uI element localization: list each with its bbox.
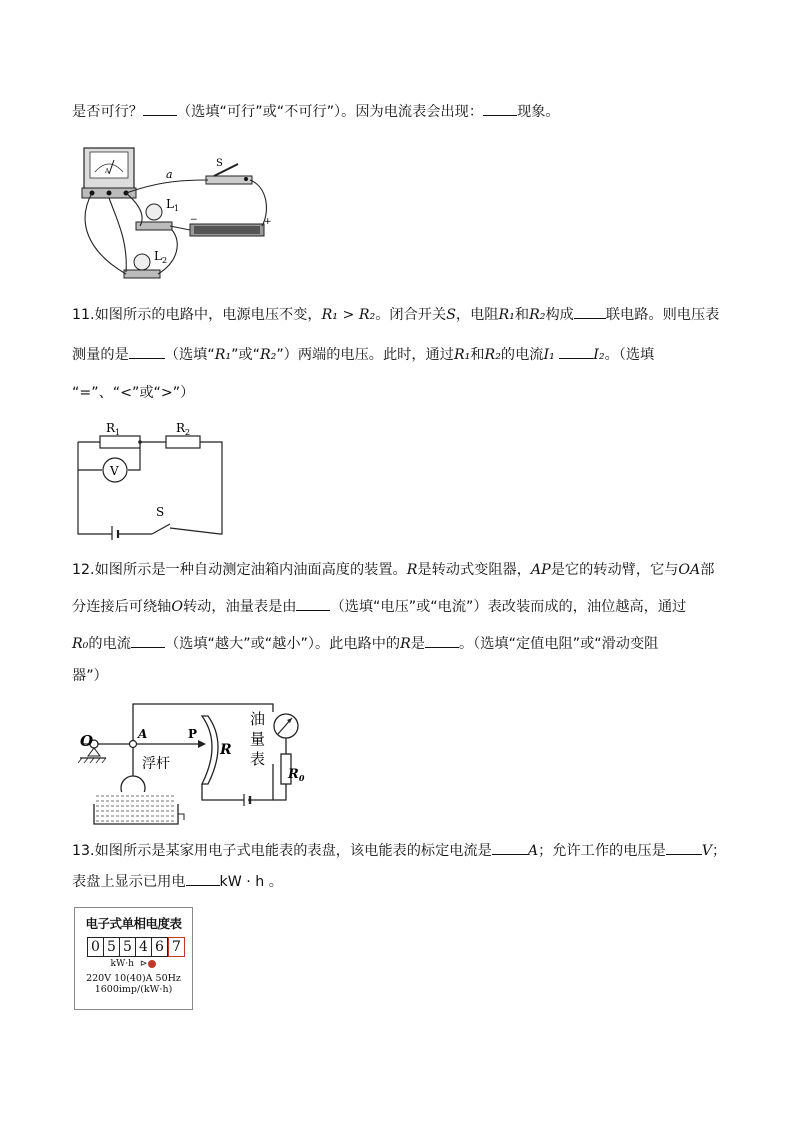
q11-circuit-figure [70, 420, 230, 540]
q12-oa: OA [678, 562, 701, 578]
q11-r2: R₂ [529, 307, 546, 323]
q11-opt-r2: R₂ [259, 347, 277, 363]
q11-line-1 [72, 305, 719, 325]
q11-line-3 [72, 383, 194, 403]
q13-blank-2[interactable] [666, 854, 702, 855]
q11-r1: R₁ [498, 307, 515, 323]
q10-text-a: 是否可行？ [72, 104, 143, 120]
q11-blank-1[interactable] [574, 318, 606, 319]
q11-opt-r1: R₁ [214, 347, 232, 363]
q13-unit-v: V [701, 843, 713, 859]
q12-blank-2[interactable] [131, 647, 165, 648]
meter-unit: kW·h [110, 959, 134, 969]
r1-label: $R_1$ [106, 421, 121, 437]
q11-switch-s: S [446, 307, 456, 323]
meter-spec-2: 1600imp/(kW·h) [94, 984, 173, 995]
q12-oil-gauge-figure [78, 700, 318, 832]
q10-blank-2[interactable] [483, 115, 517, 116]
q13-text-e: kW · h 。 [219, 874, 283, 890]
q12-text-j: 是 [410, 636, 425, 652]
q13-blank-3[interactable] [186, 885, 220, 886]
q11-text-j: ”）两端的电压。此时，通过 [276, 347, 454, 363]
q11-line-2 [72, 345, 654, 365]
q12-text-l: 器”） [72, 668, 108, 684]
q11-text-k: 和 [470, 347, 485, 363]
q12-r0: R₀ [72, 636, 89, 652]
q12-ap: AP [530, 562, 551, 578]
q12-text-k: 。（选填“定值电阻”或“滑动变阻 [458, 636, 659, 652]
q11-text-g: 测量的是 [72, 347, 129, 363]
meter-digit: 0 [87, 937, 104, 957]
meter-digit: 6 [152, 937, 168, 957]
q13-line-2 [72, 872, 283, 892]
meter-digit: 5 [120, 937, 136, 957]
q11-text-f: 联电路。则电压表 [605, 307, 720, 323]
q13-blank-1[interactable] [492, 854, 528, 855]
q11-text-m: 。（选填 [604, 347, 655, 363]
q12-text-b: 是转动式变阻器， [417, 562, 531, 578]
bulb-l2-label: $L_2$ [154, 249, 168, 265]
meter-title: 电子式单相电度表 [85, 916, 182, 931]
meter-digit-row [87, 937, 192, 957]
joint-a-icon [130, 741, 137, 748]
battery-symbol-q12 [244, 794, 250, 806]
q11-text-e: 构成 [545, 307, 574, 323]
q13-text-a: 13.如图所示是某家用电子式电能表的表盘，该电能表的标定电流是 [72, 843, 492, 859]
resistor-r1 [100, 436, 140, 448]
meter-unit-row [75, 959, 192, 969]
oil-meter-label-2: 量 [250, 730, 266, 748]
q12-line-1 [72, 560, 715, 580]
q12-line-4 [72, 666, 108, 686]
q11-text-d: 和 [514, 307, 530, 323]
q11-i1: I₁ [543, 347, 555, 363]
rheostat-r-icon [202, 716, 218, 784]
energy-meter-panel [74, 907, 193, 1010]
q11-text-n: “=”、“<”或“>”） [72, 385, 195, 401]
q12-text-h: 的电流 [88, 636, 131, 652]
resistor-r0-label: $R_0$ [288, 767, 305, 783]
pulse-arrow-icon: ⊳ [139, 959, 148, 969]
q11-i2: I₂ [593, 347, 605, 363]
q12-text-i: （选填“越大”或“越小”）。此电路中的 [164, 636, 401, 652]
q11-text-c: ，电阻 [455, 307, 499, 323]
q12-blank-1[interactable] [296, 610, 330, 611]
q10-text-b: （选填“可行”或“不可行”）。因为电流表会出现： [176, 104, 484, 120]
float-rod-label: 浮杆 [142, 756, 170, 772]
q12-r-b: R [400, 636, 411, 652]
pivot-o-label: O [80, 732, 94, 750]
oil-meter-label-3: 表 [250, 750, 266, 768]
q13-line-1 [72, 841, 726, 861]
oil-meter-label-1: 油 [250, 710, 266, 728]
q12-text-f: 转动，油量表是由 [182, 599, 297, 615]
battery-icon [190, 224, 264, 236]
battery-symbol [112, 526, 118, 540]
rheostat-r-label: R [220, 742, 232, 758]
q13-unit-a: A [527, 843, 539, 859]
q13-text-b: ；允许工作的电压是 [538, 843, 666, 859]
q13-text-c: ； [712, 843, 727, 859]
q12-text-c: 是它的转动臂，它与 [550, 562, 679, 578]
q12-blank-3[interactable] [425, 647, 459, 648]
q12-text-a: 12.如图所示是一种自动测定油箱内油面高度的装置。 [72, 562, 407, 578]
wire-a-label: a [166, 168, 173, 181]
q11-compare: R₁ > R₂ [321, 307, 376, 323]
q12-text-e: 分连接后可绕轴 [72, 599, 172, 615]
pulse-led-icon [148, 960, 156, 968]
resistor-r2 [166, 436, 200, 448]
q11-text-a: 11.如图所示的电路中，电源电压不变， [72, 307, 322, 323]
oil-meter-icon [274, 714, 298, 738]
q12-line-3 [72, 634, 658, 654]
meter-digit-decimal: 7 [168, 937, 185, 957]
q12-text-d: 部 [700, 562, 715, 578]
q10-blank-1[interactable] [143, 115, 177, 116]
r2-label: $R_2$ [176, 421, 191, 437]
switch-s [152, 524, 170, 534]
q11-text-l: 的电流 [500, 347, 544, 363]
svg-text:A: A [105, 168, 110, 175]
q11-text-i: ”或“ [231, 347, 260, 363]
q12-line-2 [72, 597, 686, 617]
voltmeter-label: V [110, 464, 119, 478]
battery-plus-label: + [264, 217, 272, 227]
q11-blank-3[interactable] [559, 358, 593, 359]
q11-blank-2[interactable] [129, 358, 165, 359]
meter-digit: 4 [136, 937, 152, 957]
q12-r: R [406, 562, 418, 578]
meter-spec-1: 220V 10(40)A 50Hz [86, 973, 181, 984]
switch-s-label: S [156, 505, 165, 519]
q11-text-b: 。闭合开关 [375, 307, 447, 323]
q11-r1-b: R₁ [453, 347, 471, 363]
ammeter-icon [82, 148, 136, 198]
switch-label: S [216, 158, 223, 169]
battery-minus-label: − [190, 215, 198, 225]
q13-text-d: 表盘上显示已用电 [72, 874, 186, 890]
meter-digit: 5 [104, 937, 120, 957]
q12-text-g: （选填“电压”或“电流”）表改装而成的，油位越高，通过 [330, 599, 687, 615]
q10-circuit-figure [78, 142, 278, 292]
oil-tank-icon [95, 792, 184, 823]
q12-o: O [171, 599, 183, 615]
q10-text-c: 现象。 [517, 104, 560, 120]
q10-line-1 [72, 102, 560, 122]
bulb-l1-label: $L_1$ [166, 197, 180, 213]
q11-text-h: （选填“ [164, 347, 215, 363]
pointer-arrow-icon [198, 740, 206, 748]
q11-r2-b: R₂ [484, 347, 501, 363]
joint-a-label: A [138, 727, 148, 741]
pointer-p-label: P [188, 727, 198, 741]
switch-icon [206, 164, 252, 184]
